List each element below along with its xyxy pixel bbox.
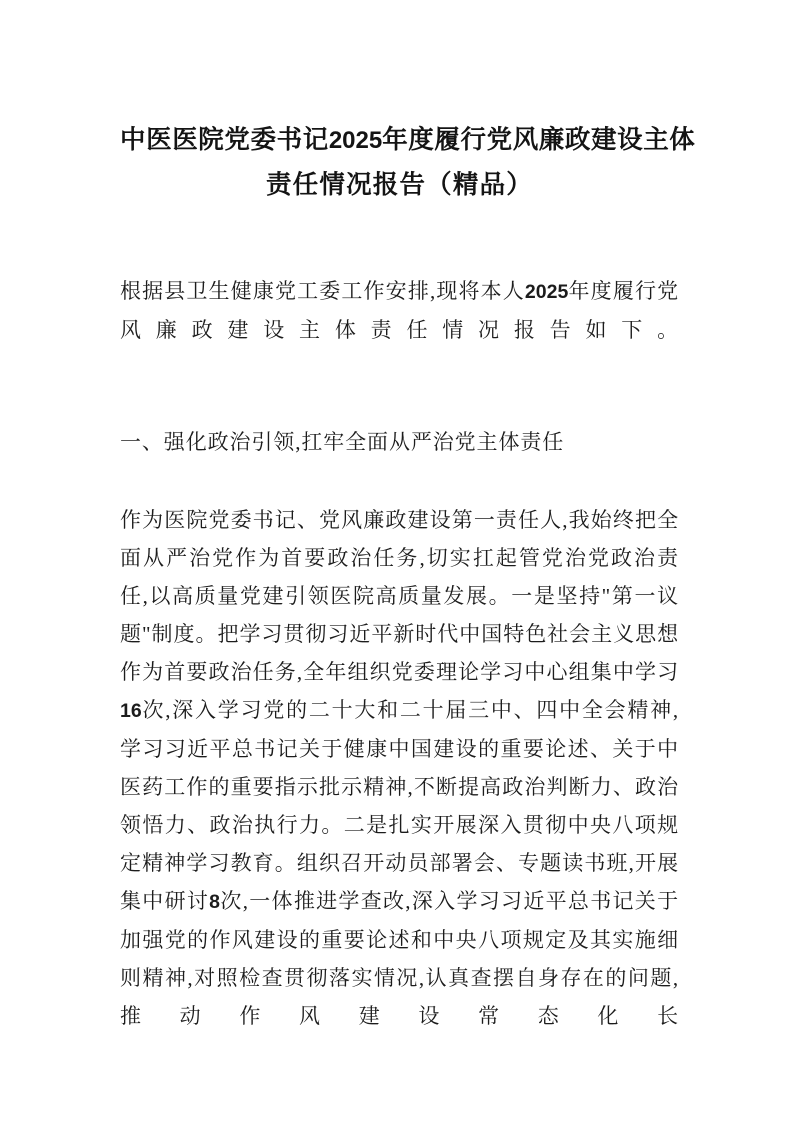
document-title-line-2: 责任情况报告（精品） — [265, 170, 533, 199]
section-heading-one: 一、强化政治引领,扛牢全面从严治党主体责任 — [120, 430, 565, 454]
body-count-study-sessions: 16 — [120, 700, 142, 722]
intro-text-part-2: 年度履行党风廉政建设主体责任情况报告如下。 — [120, 279, 679, 342]
document-content-column — [120, 0, 696, 1073]
intro-text-part-1: 根据县卫生健康党工委工作安排,现将本人 — [120, 279, 525, 303]
body-count-discussions: 8 — [209, 891, 221, 913]
body-text-segment-1: 作为医院党委书记、党风廉政建设第一责任人,我始终把全面从严治党作为首要政治任务,切实扛起管党治党政治责任,以高质量党建引领医院高质量发展。一是坚持"第一议题"制度。把学习贯彻习近平新时代中国特色社会主义思想作为首要政治任务,全年组织党委理论学习中心组集中学习 — [120, 508, 679, 684]
title-text-part-2: 年度履行党风廉政建设主体 — [382, 125, 696, 154]
intro-year: 2025 — [524, 281, 569, 303]
title-year: 2025 — [328, 127, 383, 154]
body-text-segment-3: 次,一体推进学查改,深入学习习近平总书记关于加强党的作风建设的重要论述和中央八项规定及其实施细则精神,对照检查贯彻落实情况,认真查摆自身存在的问题,推动作风建设常态化长 — [120, 889, 679, 1028]
document-title-line-1 — [120, 118, 696, 163]
body-text-segment-2: 次,深入学习党的二十大和二十届三中、四中全会精神,学习习近平总书记关于健康中国建设的重要论述、关于中医药工作的重要指示批示精神,不断提高政治判断力、政治领悟力、政治执行力。二是扎实开展深入贯彻中央八项规定精神学习教育。组织召开动员部署会、专题读书班,开展集中研讨 — [120, 698, 679, 913]
title-text-part-1: 中医医院党委书记 — [120, 125, 329, 154]
document-title — [120, 0, 696, 207]
section-one-body-paragraph — [120, 461, 679, 1073]
intro-paragraph — [120, 207, 679, 387]
